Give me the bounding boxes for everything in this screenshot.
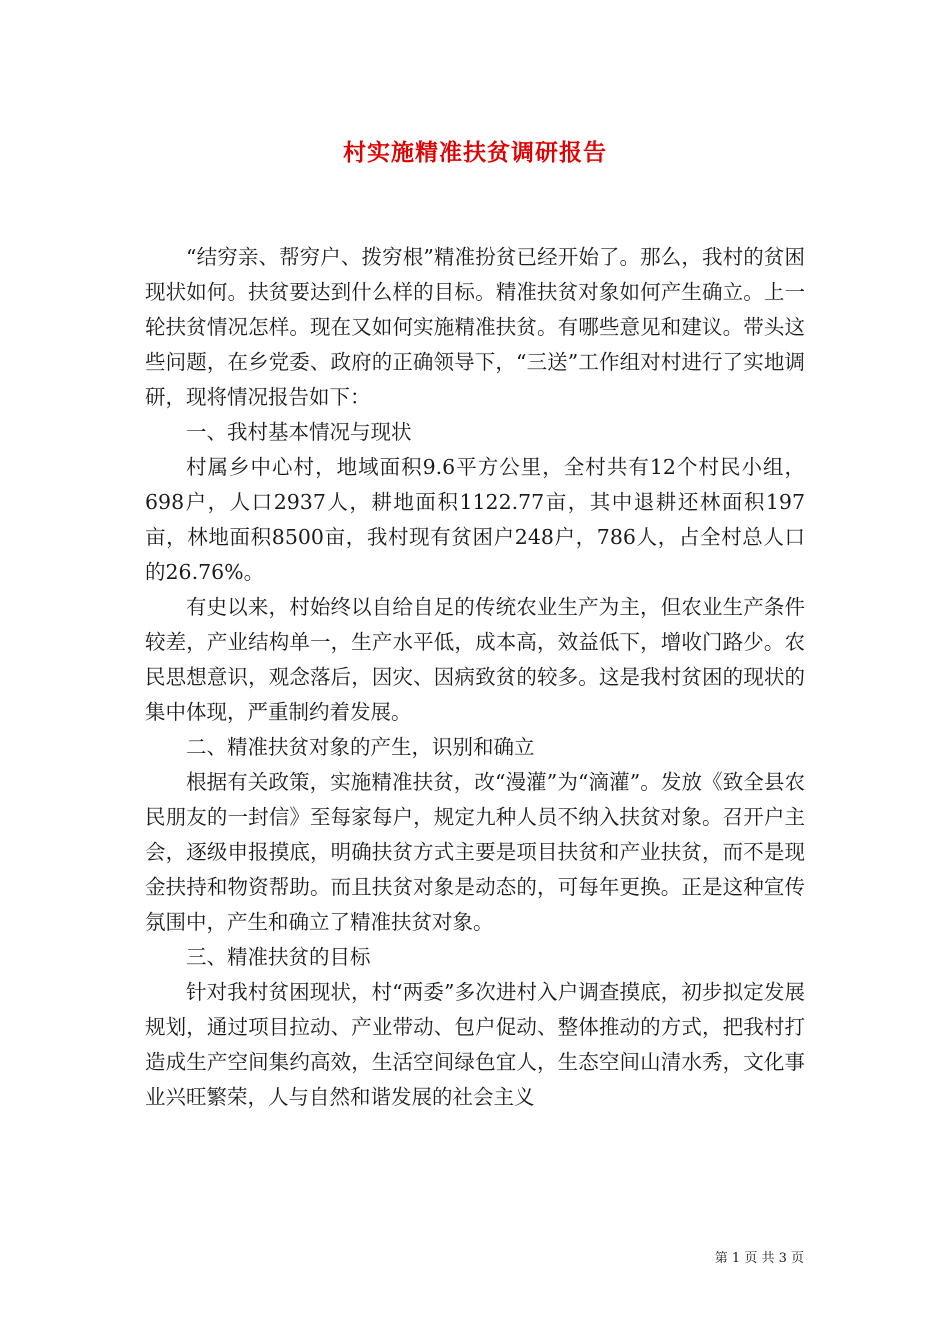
paragraph-status: 有史以来，村始终以自给自足的传统农业生产为主，但农业生产条件较差，产业结构单一，生产水平低，成本高，效益低下，增收门路少。农民思想意识，观念落后，因灾、因病致贫的较多。这是我村贫困的现状的集中体现，严重制约着发展。	[145, 595, 805, 724]
paragraph-intro: “结穷亲、帮穷户、拨穷根”精准扮贫已经开始了。那么，我村的贫困现状如何。扶贫要达到什么样的目标。精准扶贫对象如何产生确立。上一轮扶贫情况怎样。现在又如何实施精准扶贫。有哪些意见和建议。带头这些问题，在乡党委、政府的正确领导下，“三送”工作组对村进行了实地调研，现将情况报告如下：	[145, 245, 805, 409]
section-heading-1: 一、我村基本情况与现状	[186, 420, 412, 444]
page-number-footer: 第 1 页 共 3 页	[714, 1251, 804, 1266]
document-title: 村实施精准扶贫调研报告	[343, 139, 607, 166]
paragraph-goals: 针对我村贫困现状，村“两委”多次进村入户调查摸底，初步拟定发展规划，通过项目拉动、产业带动、包户促动、整体推动的方式，把我村打造成生产空间集约高效，生活空间绿色宜人，生态空间山清水秀，文化事业兴旺繁荣，人与自然和谐发展的社会主义	[145, 980, 805, 1109]
paragraph-basic-info: 村属乡中心村，地域面积9.6平方公里，全村共有12个村民小组，698户，人口2937人，耕地面积1122.77亩，其中退耕还林面积197亩，林地面积8500亩，我村现有贫困户248户，786人，占全村总人口的26.76%。	[145, 455, 805, 584]
paragraph-targets: 根据有关政策，实施精准扶贫，改“漫灌”为“滴灌”。发放《致全县农民朋友的一封信》至每家每户，规定九种人员不纳入扶贫对象。召开户主会，逐级申报摸底，明确扶贫方式主要是项目扶贫和产业扶贫，而不是现金扶持和物资帮助。而且扶贫对象是动态的，可每年更换。正是这种宣传氛围中，产生和确立了精准扶贫对象。	[145, 770, 805, 934]
section-heading-2: 二、精准扶贫对象的产生，识别和确立	[186, 735, 535, 759]
section-heading-3: 三、精准扶贫的目标	[186, 945, 371, 969]
document-body	[145, 240, 805, 1115]
